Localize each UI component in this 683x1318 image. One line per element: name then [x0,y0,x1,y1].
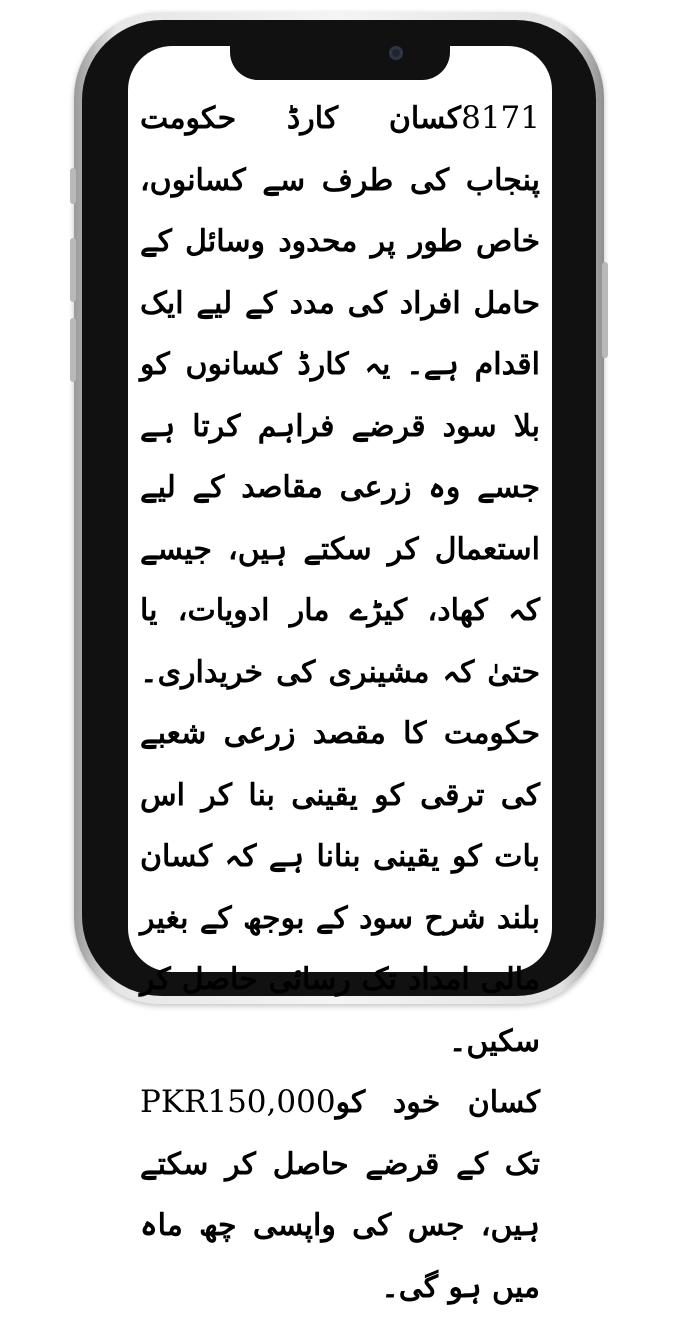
paragraph-2-text: تک کے قرضے حاصل کر سکتے ہیں، جس کی واپسی چھ ماہ میں ہو گی۔ [140,1146,540,1305]
article-text [140,88,540,1318]
volume-up-button [70,238,76,302]
card-number: 8171 [461,100,540,136]
paragraph-2 [140,1072,540,1318]
paragraph-1-text: کسان کارڈ حکومت پنجاب کی طرف سے کسانوں، خاص طور پر محدود وسائل کے حامل افراد کی مدد کے لیے ایک اقدام ہے۔ یہ کارڈ کسانوں کو بلا سود قرضے فراہم کرتا ہے جسے وہ زرعی مقاصد کے لیے استعمال کر سکتے ہیں، جیسے کہ کھاد، کیڑے مار ادویات، یا حتیٰ کہ مشینری کی خریداری۔ حکومت کا مقصد زرعی شعبے کی ترقی کو یقینی بنا کر اس بات کو یقینی بنانا ہے کہ کسان بلند شرح سود کے بوجھ کے بغیر مالی امداد تک رسائی حاصل کر سکیں۔ [140,101,540,1059]
volume-down-button [70,318,76,382]
power-button [602,262,608,358]
camera-icon [389,46,403,60]
paragraph-2-lead: کسان خود کو [335,1085,540,1120]
paragraph-1 [140,88,540,1072]
phone-notch [230,34,450,80]
mute-switch [70,168,76,204]
loan-amount: PKR150,000 [140,1084,336,1120]
